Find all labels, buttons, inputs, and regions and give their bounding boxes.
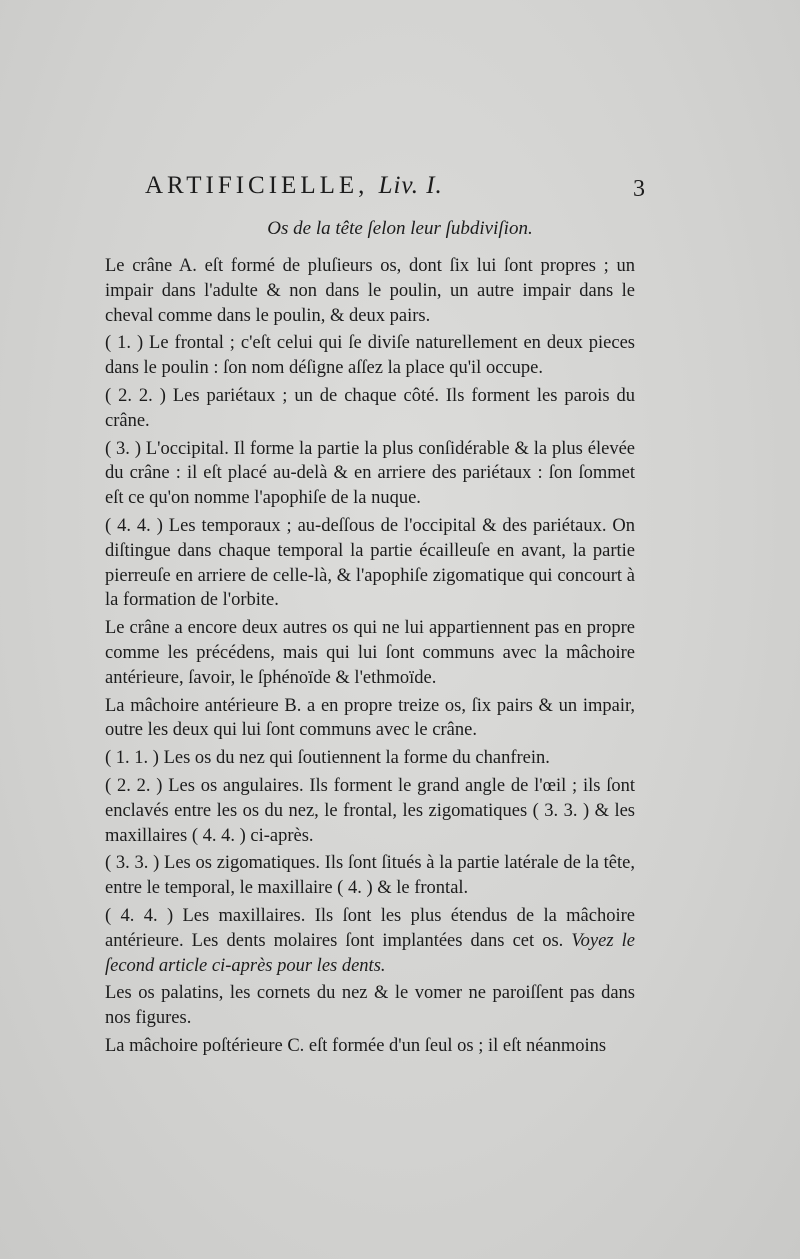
paragraph-main-text: ( 4. 4. ) Les maxillaires. Ils ſont les plus étendus de la mâchoire antérieure. Les dents molaires ſont implantées dans cet os.: [105, 905, 635, 951]
running-title-book: Liv. I.: [378, 172, 443, 199]
paragraph: Le crâne a encore deux autres os qui ne lui appartiennent pas en propre comme les précédens, mais qui lui ſont communs avec la mâchoire antérieure, ſavoir, le ſphénoïde & l'ethmoïde.: [105, 618, 635, 688]
section-subtitle: Os de la tête ſelon leur ſubdiviſion.: [267, 218, 533, 239]
paragraph: [105, 904, 635, 978]
paragraph: La mâchoire poſtérieure C. eſt formée d'un ſeul os ; il eſt néanmoins: [105, 1035, 607, 1056]
paragraph: ( 1. 1. ) Les os du nez qui ſoutiennent la forme du chanfrein.: [105, 748, 550, 769]
paragraph: ( 2. 2. ) Les pariétaux ; un de chaque côté. Ils forment les parois du crâne.: [105, 385, 635, 431]
body-text: [105, 254, 635, 1062]
paragraph: ( 3. 3. ) Les os zigomatiques. Ils ſont ſitués à la partie latérale de la tête, entre le temporal, le maxillaire ( 4. ) & le frontal.: [105, 853, 635, 899]
paragraph: ( 2. 2. ) Les os angulaires. Ils forment le grand angle de l'œil ; ils ſont enclavés entre les os du nez, le frontal, les zigomatiques ( 3. 3. ) & les maxillaires ( 4. 4. ) ci-après.: [105, 775, 635, 846]
running-title-main: ARTIFICIELLE,: [145, 172, 369, 199]
paragraph: ( 3. ) L'occipital. Il forme la partie la plus conſidérable & la plus élevée du crâne : il eſt placé au-delà & en arriere des pariétaux : ſon ſommet eſt ce qu'on nomme l'apophiſe de la nuque.: [105, 438, 635, 509]
page-number: 3: [633, 176, 645, 202]
paragraph: Le crâne A. eſt formé de pluſieurs os, dont ſix lui ſont propres ; un impair dans l'adulte & non dans le poulin, un autre impair dans le cheval comme dans le poulin, & deux pairs.: [105, 256, 635, 326]
paragraph: ( 4. 4. ) Les temporaux ; au-deſſous de l'occipital & des pariétaux. On diſtingue dans chaque temporal la partie écailleuſe en avant, la partie pierreuſe en arriere de celle-là, & l'apophiſe zigomatique qui concourt à la formation de l'orbite.: [105, 515, 635, 611]
paragraph-italic-reference: Voyez le ſecond article ci-après pour les dents.: [105, 930, 635, 976]
running-title: [145, 172, 443, 200]
page-header: [145, 172, 645, 208]
paragraph: Les os palatins, les cornets du nez & le vomer ne paroiſſent pas dans nos figures.: [105, 983, 635, 1029]
paragraph: ( 1. ) Le frontal ; c'eſt celui qui ſe diviſe naturellement en deux pieces dans le poulin : ſon nom déſigne aſſez la place qu'il occupe.: [105, 333, 635, 379]
paragraph: La mâchoire antérieure B. a en propre treize os, ſix pairs & un impair, outre les deux qui lui ſont communs avec le crâne.: [105, 695, 635, 741]
